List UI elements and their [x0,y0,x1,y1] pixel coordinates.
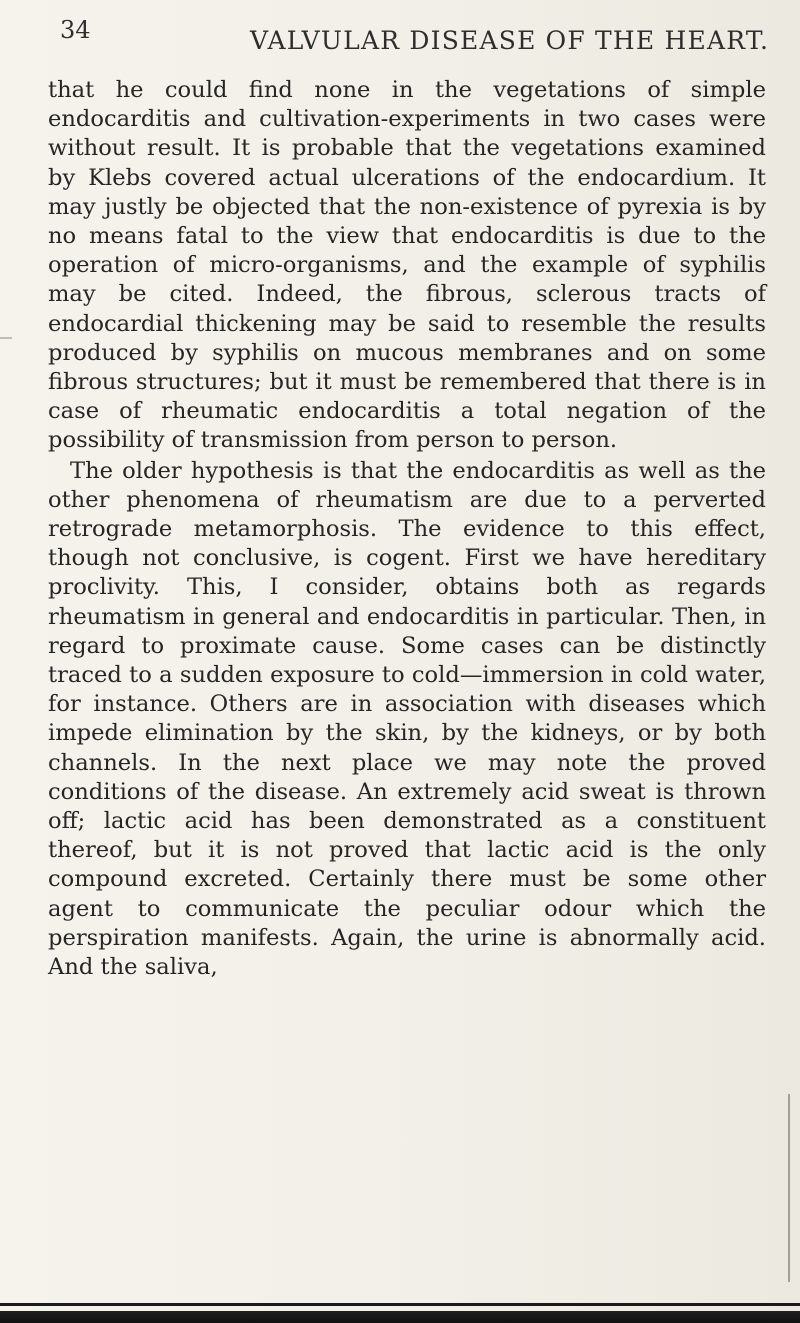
margin-mark [0,337,12,339]
paragraph-1: that he could find none in the vegetations of simple endocarditis and cultivation-experiments in two cases were without result. It is probable that the vegetations examined by Klebs covered actual ulcerations of the endocardium. It may justly be objected that the non-existence of pyrexia is by no means fatal to the view that endocarditis is due to the operation of micro-organisms, and the example of syphilis may be cited. Indeed, the fibrous, sclerous tracts of endocardial thickening may be said to resemble the results produced by syphilis on mucous membranes and on some fibrous structures; but it must be remembered that there is in case of rheumatic endocarditis a total negation of the possibility of transmission from person to person. [48,77,766,454]
scan-edge-line [788,1094,790,1282]
page-header [48,16,780,62]
bottom-scan-band [0,1311,800,1323]
bottom-scan-rule [0,1303,800,1306]
page-body [48,76,766,982]
running-title: VALVULAR DISEASE OF THE HEART. [250,26,770,55]
paragraph-2: The older hypothesis is that the endocarditis as well as the other phenomena of rheumatism are due to a perverted retrograde metamorphosis. The evidence to this effect, though not conclusive, is cogent. First we have hereditary proclivity. This, I consider, obtains both as regards rheumatism in general and endocarditis in particular. Then, in regard to proximate cause. Some cases can be distinctly traced to a sudden exposure to cold—immersion in cold water, for instance. Others are in association with diseases which impede elimination by the skin, by the kidneys, or by both channels. In the next place we may note the proved conditions of the disease. An extremely acid sweat is thrown off; lactic acid has been demonstrated as a constituent thereof, but it is not proved that lactic acid is the only compound excreted. Certainly there must be some other agent to communicate the peculiar odour which the perspiration manifests. Again, the urine is abnormally acid. And the saliva, [48,457,766,981]
page-number: 34 [60,16,91,44]
